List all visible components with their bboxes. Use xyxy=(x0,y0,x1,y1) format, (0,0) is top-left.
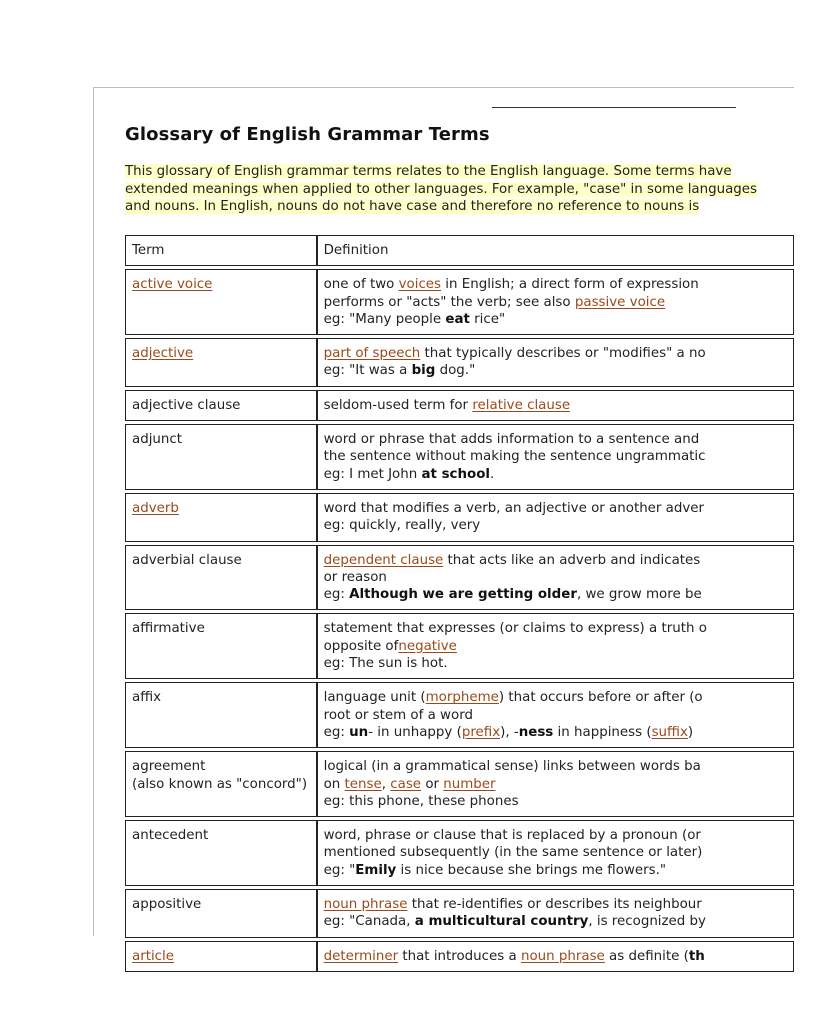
link-dependent-clause[interactable]: dependent clause xyxy=(323,552,444,568)
column-header-term: Term xyxy=(125,235,317,266)
link-noun-phrase[interactable]: noun phrase xyxy=(323,897,408,913)
table-row xyxy=(125,751,794,817)
definition-cell: noun phrase that re-identifies or describes its neighbour eg: "Canada, a multicultural country, is recognized by xyxy=(317,889,794,938)
table-header-row xyxy=(125,235,794,266)
term-agreement: agreement xyxy=(132,759,206,775)
term-affix: affix xyxy=(125,682,317,748)
header-rule xyxy=(492,107,736,108)
table-row xyxy=(125,269,794,335)
definition-cell: statement that expresses (or claims to express) a truth o opposite ofnegative eg: The sun is hot. xyxy=(317,613,794,679)
link-suffix[interactable]: suffix xyxy=(651,724,688,740)
table-row xyxy=(125,493,794,542)
intro-line-2: extended meanings when applied to other languages. For example, "case" in some languages xyxy=(125,181,758,197)
link-relative-clause[interactable]: relative clause xyxy=(472,397,571,413)
definition-cell: seldom-used term for relative clause xyxy=(317,390,794,421)
intro-paragraph xyxy=(125,163,825,216)
table-row xyxy=(125,390,794,421)
table-row xyxy=(125,424,794,490)
table-row xyxy=(125,338,794,387)
table-row xyxy=(125,941,794,972)
term-link-adverb[interactable]: adverb xyxy=(132,500,179,516)
definition-cell: dependent clause that acts like an adverb and indicates or reason eg: Although we are getting older, we grow more be xyxy=(317,545,794,611)
definition-cell: part of speech that typically describes or "modifies" a no eg: "It was a big dog." xyxy=(317,338,794,387)
intro-line-1: This glossary of English grammar terms relates to the English language. Some terms have xyxy=(125,164,732,179)
definition-cell: determiner that introduces a noun phrase as definite (th xyxy=(317,941,794,972)
table-row xyxy=(125,613,794,679)
term-adjective-clause: adjective clause xyxy=(125,390,317,421)
link-number[interactable]: number xyxy=(443,776,496,792)
link-prefix[interactable]: prefix xyxy=(461,724,501,740)
term-agreement-alias: (also known as "concord") xyxy=(132,776,308,792)
definition-cell: one of two voices in English; a direct form of expression performs or "acts" the verb; see also passive voice eg: "Many people eat rice" xyxy=(317,269,794,335)
table-row xyxy=(125,889,794,938)
definition-cell: language unit (morpheme) that occurs before or after (o root or stem of a word eg: un- in unhappy (prefix), -ness in happiness (suffix) xyxy=(317,682,794,748)
term-affirmative: affirmative xyxy=(125,613,317,679)
table-row xyxy=(125,682,794,748)
glossary-table xyxy=(125,232,794,975)
link-noun-phrase[interactable]: noun phrase xyxy=(520,948,605,964)
term-adjunct: adjunct xyxy=(125,424,317,490)
link-voices[interactable]: voices xyxy=(398,277,442,293)
column-header-definition: Definition xyxy=(317,235,794,266)
link-passive-voice[interactable]: passive voice xyxy=(574,294,666,310)
page-title: Glossary of English Grammar Terms xyxy=(125,124,490,145)
term-antecedent: antecedent xyxy=(125,820,317,886)
link-morpheme[interactable]: morpheme xyxy=(425,690,499,706)
definition-cell: logical (in a grammatical sense) links between words ba on tense, case or number eg: this phone, these phones xyxy=(317,751,794,817)
term-adverbial-clause: adverbial clause xyxy=(125,545,317,611)
document-page xyxy=(93,87,794,964)
link-negative[interactable]: negative xyxy=(398,638,457,654)
term-link-active-voice[interactable]: active voice xyxy=(132,277,213,293)
link-tense[interactable]: tense xyxy=(344,776,382,792)
term-link-article[interactable]: article xyxy=(132,948,175,964)
link-case[interactable]: case xyxy=(390,776,422,792)
link-determiner[interactable]: determiner xyxy=(323,948,399,964)
table-row xyxy=(125,545,794,611)
definition-cell: word that modifies a verb, an adjective or another adver eg: quickly, really, very xyxy=(317,493,794,542)
term-link-adjective[interactable]: adjective xyxy=(132,346,194,362)
definition-cell: word, phrase or clause that is replaced by a pronoun (or mentioned subsequently (in the same sentence or later) eg: "Emily is nice because she brings me flowers." xyxy=(317,820,794,886)
term-appositive: appositive xyxy=(125,889,317,938)
table-row xyxy=(125,820,794,886)
definition-cell: word or phrase that adds information to a sentence and the sentence without making the sentence ungrammatic eg: I met John at school. xyxy=(317,424,794,490)
intro-line-3: and nouns. In English, nouns do not have case and therefore no reference to nouns is xyxy=(125,199,700,214)
link-part-of-speech[interactable]: part of speech xyxy=(323,346,421,362)
